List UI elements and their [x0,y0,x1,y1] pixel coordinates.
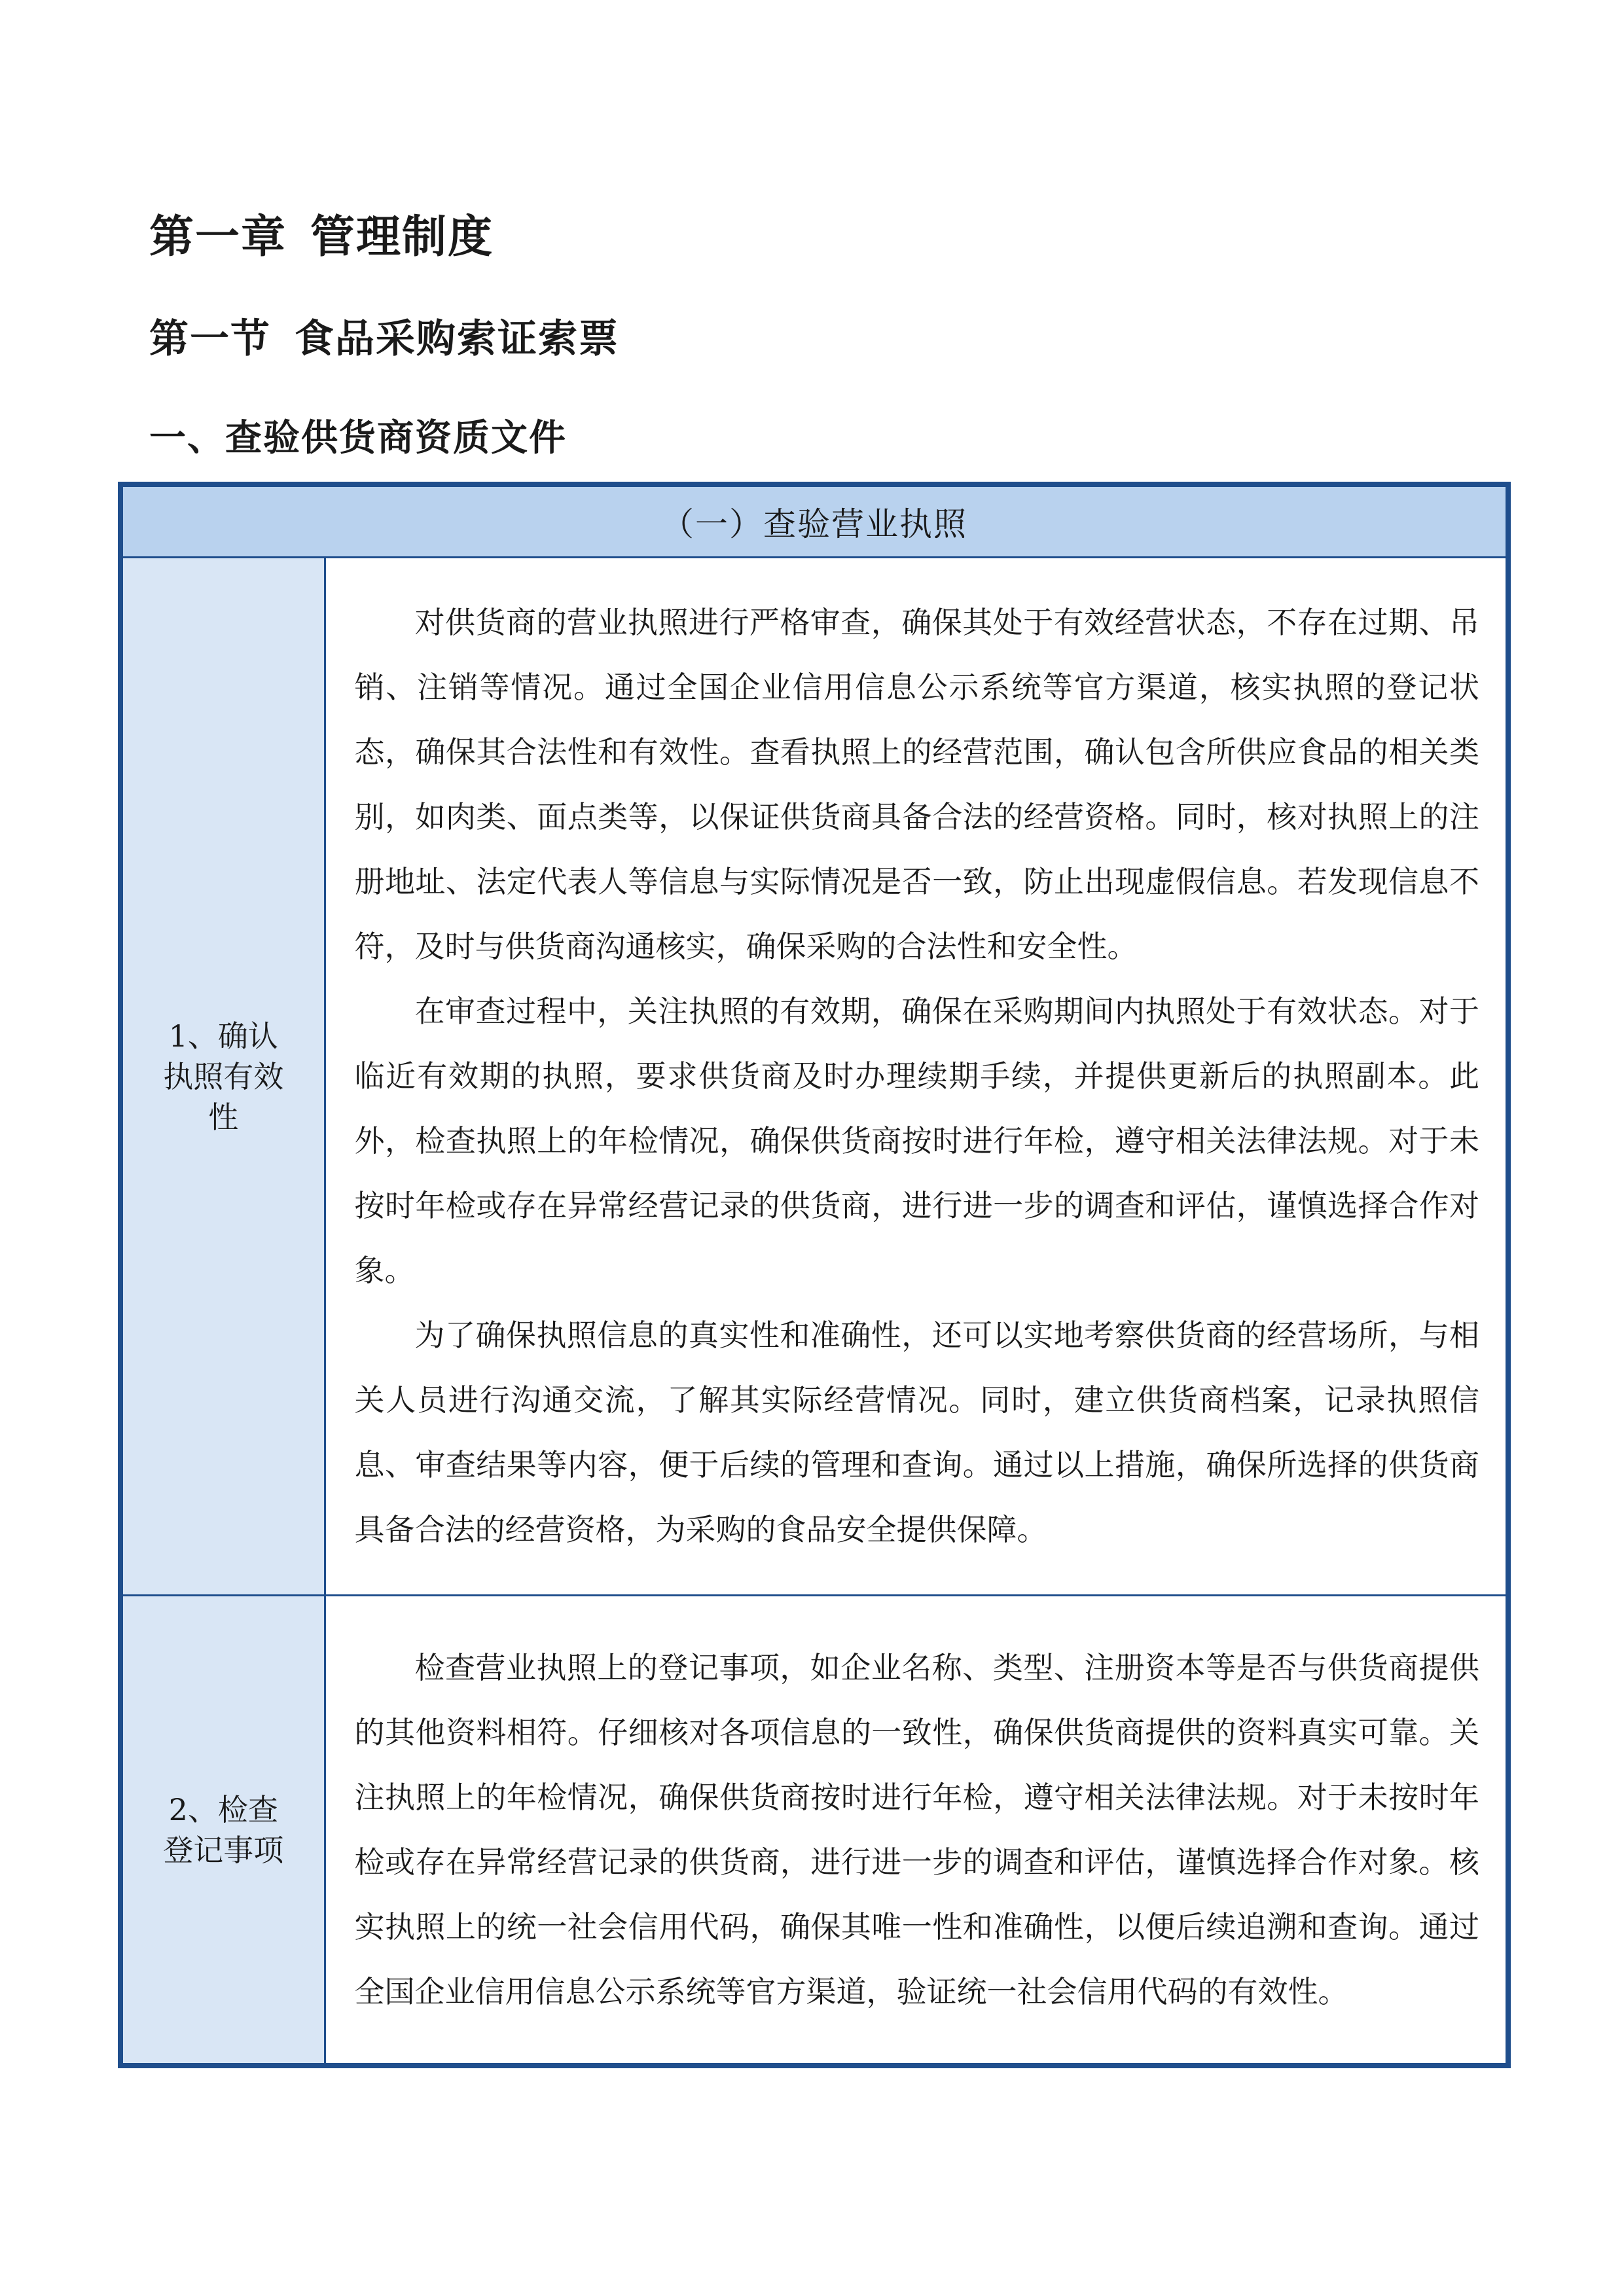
table-row [120,1596,1508,2066]
section-name: 食品采购索证索票 [295,316,619,362]
requirements-table [118,482,1511,2068]
table-header: （一）查验营业执照 [120,484,1508,558]
paragraph: 在审查过程中，关注执照的有效期，确保在采购期间内执照处于有效状态。对于临近有效期的执照，要求供货商及时办理续期手续，并提供更新后的执照副本。此外，检查执照上的年检情况，确保供货商按时进行年检，遵守相关法律法规。对于未按时年检或存在异常经营记录的供货商，进行进一步的调查和评估，谨慎选择合作对象。 [354,994,1479,1288]
row-content-cell [325,558,1508,1596]
chapter-title [149,208,494,267]
table-header-row [120,484,1508,558]
paragraph: 对供货商的营业执照进行严格审查，确保其处于有效经营状态，不存在过期、吊销、注销等情况。通过全国企业信用信息公示系统等官方渠道，核实执照的登记状态，确保其合法性和有效性。查看执照上的经营范围，确认包含所供应食品的相关类别，如肉类、面点类等，以保证供货商具备合法的经营资格。同时，核对执照上的注册地址、法定代表人等信息与实际情况是否一致，防止出现虚假信息。若发现信息不符，及时与供货商沟通核实，确保采购的合法性和安全性。 [354,605,1479,964]
row-content-cell [325,1596,1508,2066]
row-label-cell [120,1596,325,2066]
table-row [120,558,1508,1596]
subsection-title: 一、查验供货商资质文件 [149,417,567,459]
row-label-cell [120,558,325,1596]
paragraph: 为了确保执照信息的真实性和准确性，还可以实地考察供货商的经营场所，与相关人员进行沟通交流，了解其实际经营情况。同时，建立供货商档案，记录执照信息、审查结果等内容，便于后续的管理和查询。通过以上措施，确保所选择的供货商具备合法的经营资格，为采购的食品安全提供保障。 [354,1318,1479,1547]
row-label: 1、确认执照有效性 [163,1018,284,1135]
section-title [149,313,619,365]
chapter-name: 管理制度 [310,211,494,263]
chapter-number: 第一章 [149,211,287,263]
section-number: 第一节 [149,316,271,362]
paragraph: 检查营业执照上的登记事项，如企业名称、类型、注册资本等是否与供货商提供的其他资料相符。仔细核对各项信息的一致性，确保供货商提供的资料真实可靠。关注执照上的年检情况，确保供货商按时进行年检，遵守相关法律法规。对于未按时年检或存在异常经营记录的供货商，进行进一步的调查和评估，谨慎选择合作对象。核实执照上的统一社会信用代码，确保其唯一性和准确性，以便后续追溯和查询。通过全国企业信用信息公示系统等官方渠道，验证统一社会信用代码的有效性。 [354,1649,1479,2009]
row-label: 2、检查登记事项 [163,1791,284,1868]
